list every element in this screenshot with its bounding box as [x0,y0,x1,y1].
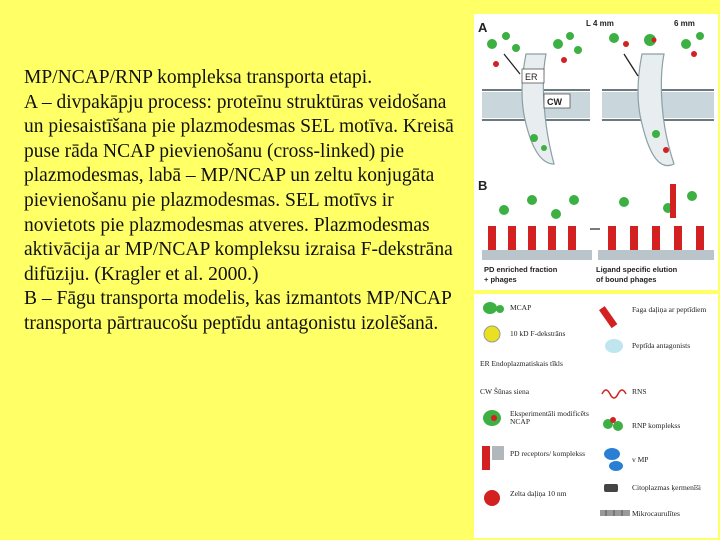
pd-receptors [488,226,704,250]
phages [499,184,697,229]
legend-rnp: RNP komplekss [632,421,681,430]
er-label: ER [525,72,538,82]
panel-b-label: B [478,178,488,193]
time-right-label: 6 mm [674,19,695,28]
figure-panel-ab [474,14,718,290]
caption-line-a: A – divpakāpju process: proteīnu struktūras veidošana un piesaistīšana pie plazmodesmas SEL motīva. Kreisā puse rāda NCAP pievienošanu (cross-linked) pie plazmodesmas, labā – MP/NCAP un zeltu konjugāta pievienošanu pie plazmodesmas. SEL motīvs ir novietots pie plazmodesmas atveres. Plazmodesmas aktivācija ar MP/NCAP kompleksu izraisa F-dekstrāna difūziju. (Kragler et al. 2000.) [24,91,454,285]
figure-ab-svg [474,14,718,290]
legend-dextran: 10 kD F-dekstrāns [510,329,566,338]
pd-receptor-icon [480,444,506,472]
arrow-1 [504,54,520,74]
legend-cytoplasm: Citoplazmas ķermenīši [632,483,701,492]
legend-rns: RNS [632,387,647,396]
legend-cw: CW Šūnas siena [480,387,530,396]
antagonist-icon [602,336,626,356]
caption-line-b: B – Fāgu transporta modelis, kas izmantots MP/NCAP transporta pārtraucošu peptīdu antagonistu izolēšanā. [24,288,452,334]
ncap-icon [480,300,508,316]
vmp-icon [600,444,628,474]
cytoplasm-icon [602,482,622,494]
legend-gold: Zelta daļiņa 10 nm [510,489,567,498]
pd-membrane-right [598,250,714,260]
ligand-label-2: of bound phages [596,275,657,284]
dextran-icon [482,324,502,344]
modified-ncap-icon [480,406,508,428]
legend-modified: Eksperimentāli modificēts NCAP [510,409,589,426]
legend-phage: Faga daļiņa ar peptīdiem [632,305,707,314]
gold-particle-icon [482,488,502,508]
caption-text [24,66,469,337]
legend-ncap: MCAP [510,303,532,312]
caption-line-title: MP/NCAP/RNP kompleksa transporta etapi. [24,67,373,88]
cw-label: CW [547,97,562,107]
panel-a-label: A [478,20,488,35]
time-left-label: L 4 mm [586,19,614,28]
legend-antagonist: Peptīda antagonists [632,341,691,350]
microtubules-icon [598,504,632,522]
legend-pd-receptor: PD receptors/ komplekss [510,449,585,458]
ligand-label-1: Ligand specific elution [596,265,678,274]
pd-membrane-left [482,250,592,260]
pd-label-1: PD enriched fraction [484,265,558,274]
pd-label-2: + phages [484,275,517,284]
legend-microtubules: Mikrocaurulītes [632,509,680,518]
rnp-icon [600,414,628,436]
rns-icon [600,386,628,400]
phage-icon [598,300,628,330]
legend-panel [474,294,718,538]
legend-er: ER Endoplazmatiskais tīkls [480,359,563,368]
legend-vmp: v MP [632,455,649,464]
arrow-2 [624,54,638,76]
